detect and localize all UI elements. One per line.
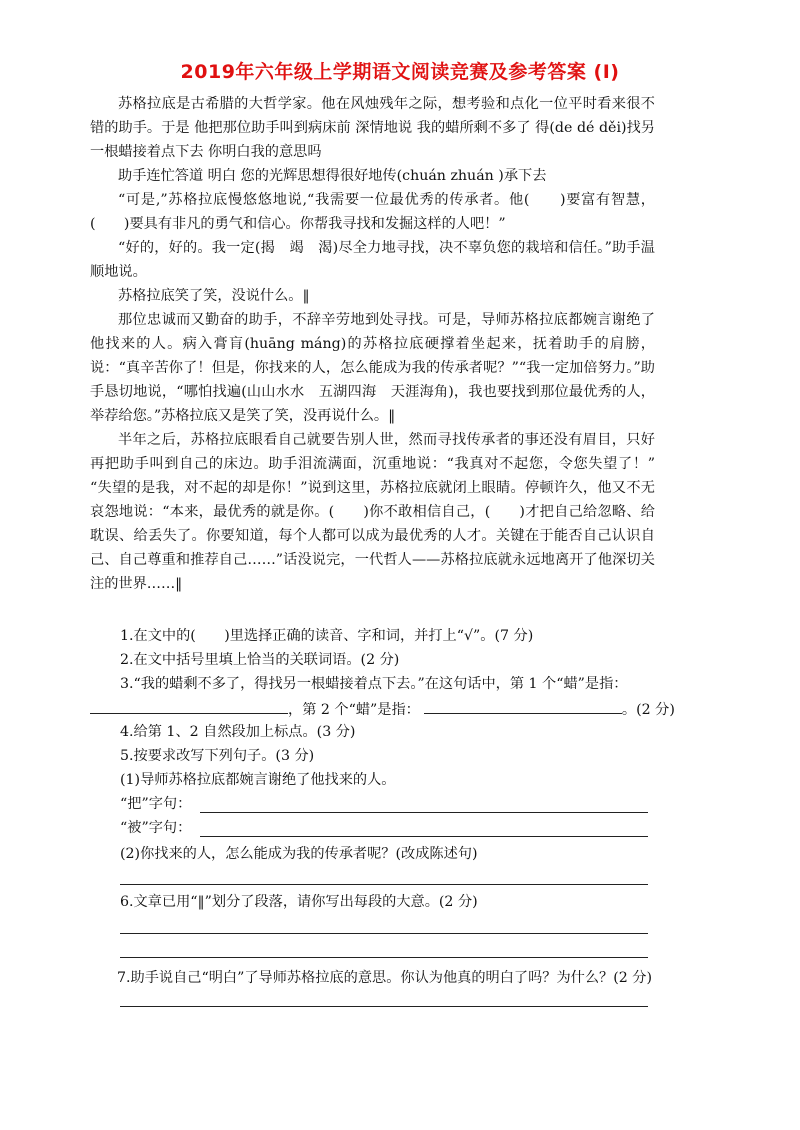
paragraph-text: 那位忠诚而又勤奋的助手，不辞辛劳地到处寻找。可是，导师苏格拉底都婉言谢绝了他找来的人。病入膏肓(huāng máng)的苏格拉底硬撑着坐起来，抚着助手的肩膀，说：“真辛苦你了！但是，你找来的人，怎么能成为我的传承者呢？”“我一定加倍努力。”助手恳切地说，“哪怕找遍(山山水水 五湖四海 天涯海角)，我也要找到那位最优秀的人，举荐给您。”苏格拉底又是笑了笑，没再说什么。‖ [90,312,655,424]
question-3-end-text: 。(2 分) [621,702,675,718]
question-6-answer-line-2[interactable] [120,957,648,958]
passage-paragraph-7 [90,428,655,596]
passage-paragraph-3 [90,188,655,236]
ba-sentence-answer-line[interactable] [200,812,648,813]
paragraph-text: 苏格拉底是古希腊的大哲学家。他在风烛残年之际，想考验和点化一位平时看来很不错的助手。于是 他把那位助手叫到病床前 深情地说 我的蜡所剩不多了 得(de dé děi)找另一根蜡接着点下去 你明白我的意思吗 [90,96,655,160]
passage-paragraph-2 [90,164,655,188]
question-6-answer-line-1[interactable] [120,933,648,934]
paragraph-text: 半年之后，苏格拉底眼看自己就要告别人世，然而寻找传承者的事还没有眉目，只好再把助手叫到自己的床边。助手泪流满面，沉重地说：“我真对不起您，令您失望了！” “失望的是我，对不起的却是你！”说到这里，苏格拉底就闭上眼睛。停顿许久，他又不无哀怨地说：“本来，最优秀的就是你。( )你不敢相信自己，( )才把自己给忽略、给耽误、给丢失了。你要知道，每个人都可以成为最优秀的人才。关键在于能否自己认识自己、自己尊重和推荐自己……”话没说完，一代哲人——苏格拉底就永远地离开了他深切关注的世界……‖ [90,432,655,592]
answer-blank-1[interactable] [90,697,288,714]
question-3-answer-row [90,697,675,721]
question-1: 1.在文中的( )里选择正确的读音、字和词，并打上“√”。(7 分) [120,628,534,644]
bei-sentence-answer-line[interactable] [200,836,648,837]
question-5-sentence-1: (1)导师苏格拉底都婉言谢绝了他找来的人。 [120,772,396,788]
paragraph-text: “好的，好的。我一定(揭 竭 渴)尽全力地寻找，决不辜负您的栽培和信任。”助手温顺地说。 [90,240,655,280]
question-5-sentence-2: (2)你找来的人，怎么能成为我的传承者呢？(改成陈述句) [120,846,478,862]
answer-blank-2[interactable] [424,697,622,714]
passage-paragraph-5 [90,284,655,308]
question-7: 7.助手说自己“明白”了导师苏格拉底的意思。你认为他真的明白了吗？为什么？(2 分) [117,970,653,986]
ba-sentence-label: “把”字句： [120,796,192,812]
question-3-mid-text: ，第 2 个“蜡”是指： [288,702,420,718]
passage-paragraph-1 [90,92,655,164]
passage-paragraph-4 [90,236,655,284]
paragraph-text: 助手连忙答道 明白 您的光辉思想得很好地传(chuán zhuán )承下去 [118,168,547,184]
question-5-2-answer-line[interactable] [120,884,648,885]
question-4: 4.给第 1、2 自然段加上标点。(3 分) [120,724,356,740]
paragraph-text: “可是,”苏格拉底慢悠悠地说,“我需要一位最优秀的传承者。他( )要富有智慧，( )要具有非凡的勇气和信心。你帮我寻找和发掘这样的人吧！” [90,192,655,232]
document-title: 2019年六年级上学期语文阅读竞赛及参考答案 (I) [180,61,620,83]
question-3: 3.“我的蜡剩不多了，得找另一根蜡接着点下去。”在这句话中，第 1 个“蜡”是指： [120,676,628,692]
question-2: 2.在文中括号里填上恰当的关联词语。(2 分) [120,652,400,668]
question-6: 6.文章已用“‖”划分了段落，请你写出每段的大意。(2 分) [120,894,478,910]
question-7-answer-line[interactable] [120,1006,648,1007]
paragraph-text: 苏格拉底笑了笑，没说什么。‖ [118,288,310,304]
question-5: 5.按要求改写下列句子。(3 分) [120,748,315,764]
passage-paragraph-6 [90,308,655,428]
bei-sentence-label: “被”字句： [120,820,192,836]
